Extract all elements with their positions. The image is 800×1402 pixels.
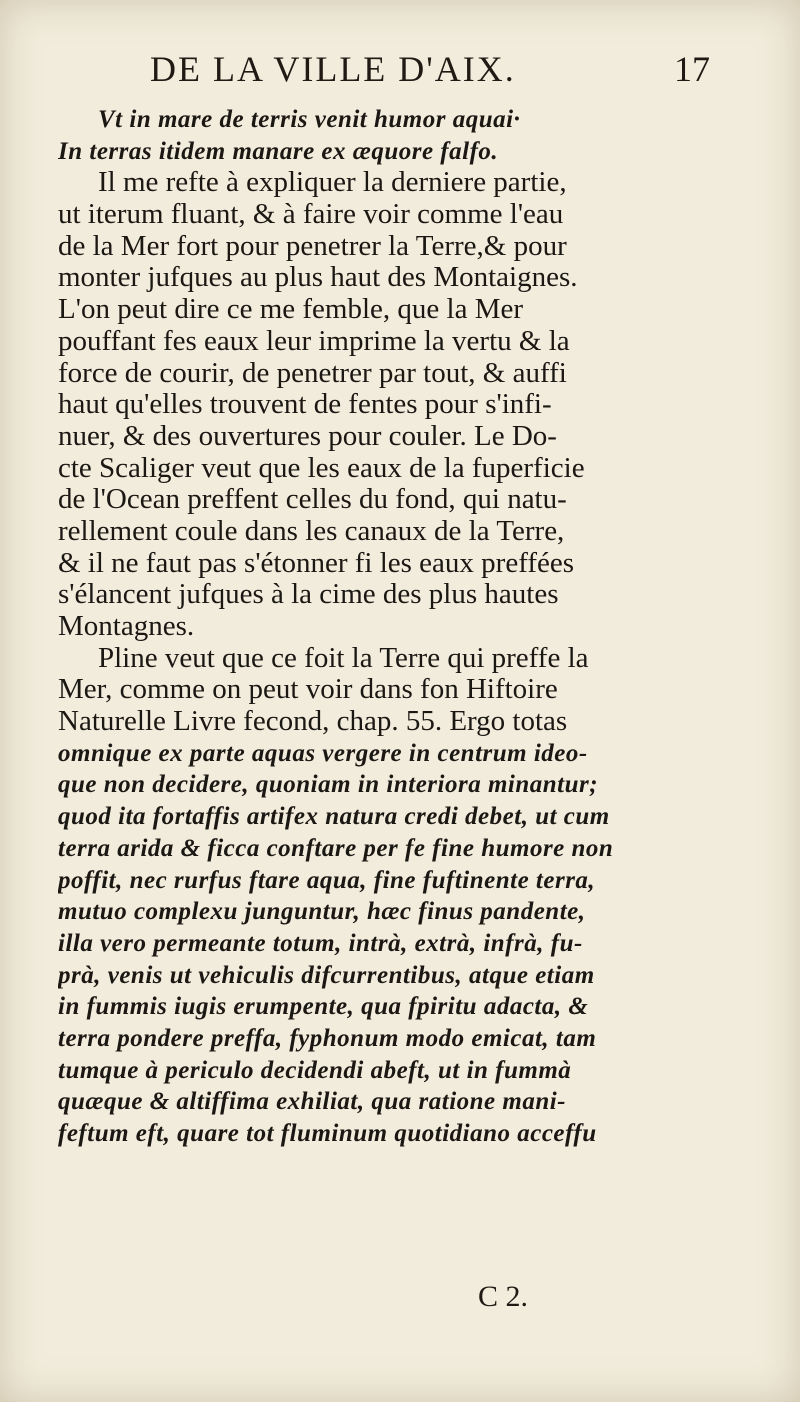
text-line: de la Mer fort pour penetrer la Terre,& pour — [58, 230, 567, 262]
text-line: terra arida & ficca conftare per fe fine humore non — [58, 834, 614, 862]
page-header — [150, 48, 710, 104]
text-line: quæque & altiffima exhiliat, qua ratione mani- — [58, 1088, 567, 1116]
text-line: Il me refte à expliquer la derniere partie, — [98, 167, 567, 199]
text-line: poffit, nec rurfus ftare aqua, fine fuftinente terra, — [58, 866, 596, 894]
text-line: Mer, comme on peut voir dans fon Hiftoire — [58, 674, 558, 706]
text-line: Montagnes. — [58, 611, 195, 642]
text-line: omnique ex parte aquas vergere in centrum ideo- — [58, 739, 588, 767]
running-head: DE LA VILLE D'AIX. — [150, 49, 516, 89]
text-line: Naturelle Livre fecond, chap. 55. Ergo totas — [58, 706, 568, 738]
text-line: haut qu'elles trouvent de fentes pour s'infi- — [58, 389, 552, 421]
text-line: monter jufques au plus haut des Montaignes. — [58, 262, 578, 294]
text-line: rellement coule dans les canaux de la Terre, — [58, 515, 565, 547]
text-line: ut iterum fluant, & à faire voir comme l'eau — [58, 199, 564, 231]
text-line: Pline veut que ce foit la Terre qui preffe la — [98, 642, 589, 674]
text-line: L'on peut dire ce me femble, que la Mer — [58, 294, 524, 326]
text-line: terra pondere preffa, fyphonum modo emicat, tam — [58, 1024, 597, 1052]
text-line: quod ita fortaffis artifex natura credi debet, ut cum — [58, 803, 610, 831]
page-text — [58, 104, 708, 1150]
text-line: cte Scaliger veut que les eaux de la fuperficie — [58, 452, 585, 484]
text-line: & il ne faut pas s'étonner fi les eaux preffées — [58, 547, 575, 579]
signature-mark: C 2. — [478, 1280, 529, 1313]
text-line: in fummis iugis erumpente, qua fpiritu adacta, & — [58, 993, 589, 1021]
text-line: illa vero permeante totum, intrà, extrà, infrà, fu- — [58, 929, 583, 957]
text-line: In terras itidem manare ex æquore falfo. — [58, 137, 499, 165]
text-line: prà, venis ut vehiculis difcurrentibus, atque etiam — [58, 961, 595, 989]
text-line: force de courir, de penetrer par tout, & auffi — [58, 357, 567, 389]
text-line: Vt in mare de terris venit humor aquai· — [98, 106, 521, 133]
text-line: nuer, & des ouvertures pour couler. Le Do- — [58, 420, 557, 452]
text-line: s'élancent jufques à la cime des plus hautes — [58, 579, 559, 611]
text-line: feftum eft, quare tot fluminum quotidiano acceffu — [58, 1120, 597, 1147]
text-line: de l'Ocean preffent celles du fond, qui natu- — [58, 484, 567, 516]
text-line: que non decidere, quoniam in interiora minantur; — [58, 771, 599, 799]
page-number: 17 — [674, 49, 710, 89]
text-line: mutuo complexu junguntur, hæc finus pandente, — [58, 898, 586, 926]
text-line: pouffant fes eaux leur imprime la vertu & la — [58, 325, 570, 357]
text-line: tumque à periculo decidendi abeft, ut in fummà — [58, 1056, 572, 1084]
